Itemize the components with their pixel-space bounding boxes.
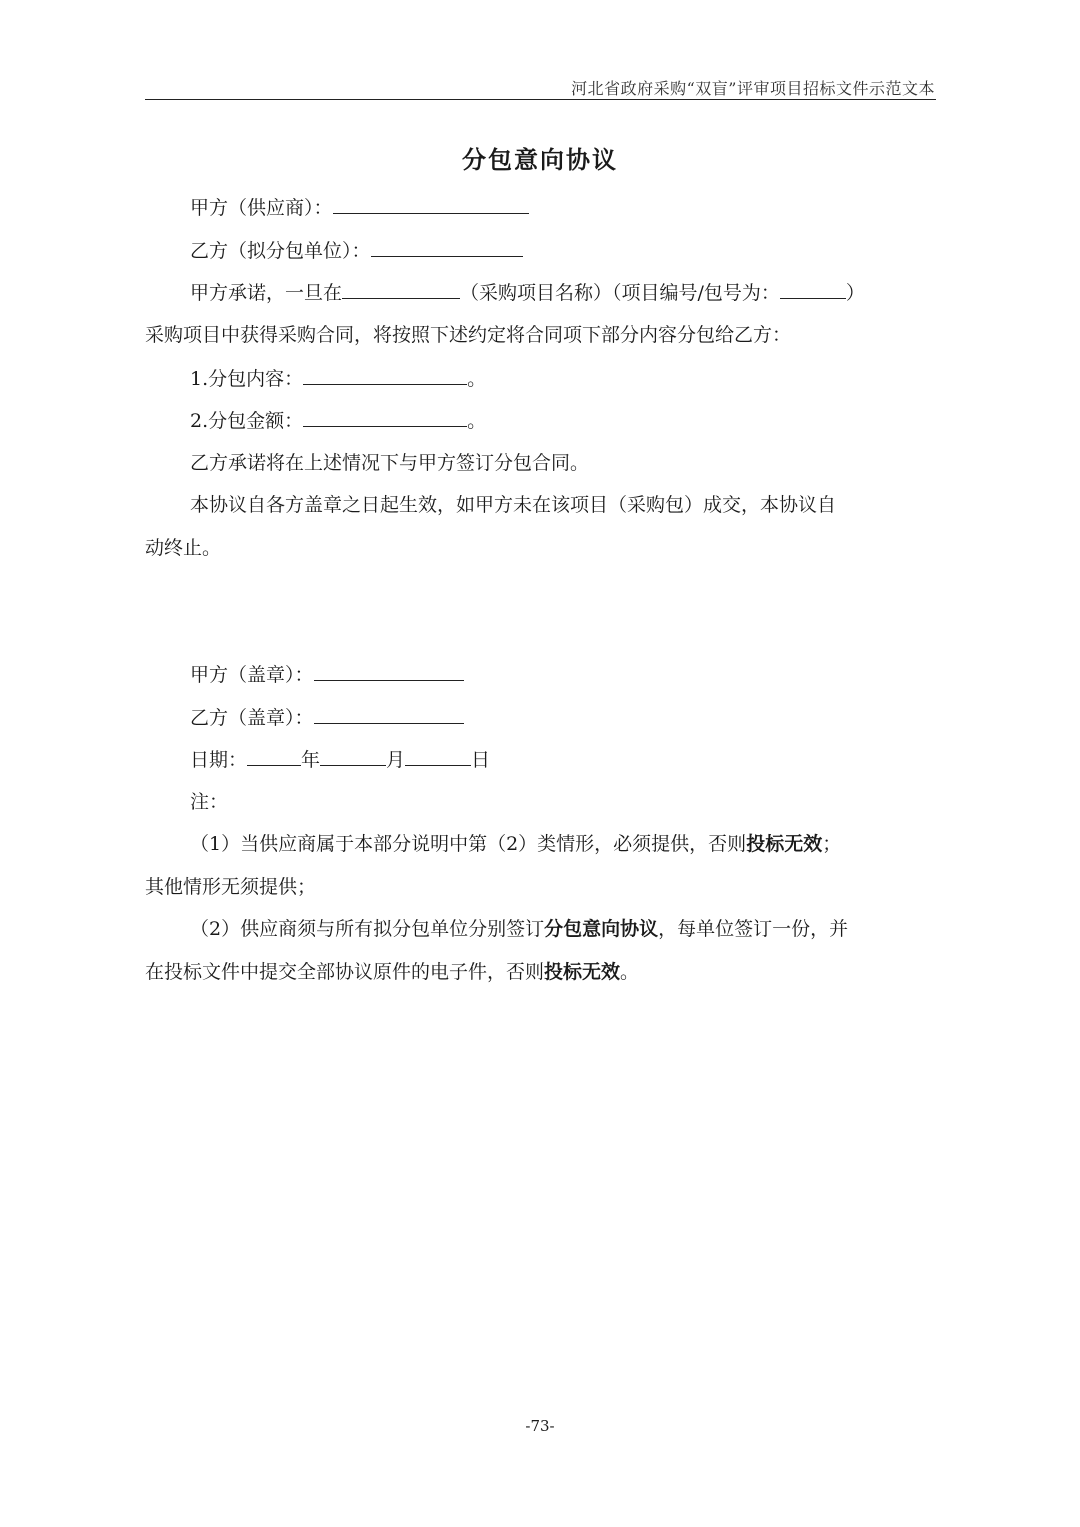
sign-a-blank: [314, 660, 464, 681]
promise-text-4: 采购项目中获得采购合同，将按照下述约定将合同项下部分内容分包给乙方：: [145, 324, 792, 346]
effect-line-1: [190, 491, 836, 519]
header-rule: [145, 99, 936, 100]
note-2-text-b: ，每单位签订一份，并: [658, 918, 849, 940]
note-label-line: [190, 788, 228, 816]
date-line: [190, 745, 490, 774]
month-label: 月: [386, 749, 406, 771]
day-label: 日: [471, 749, 491, 771]
b-promise-line: [190, 449, 589, 477]
b-promise-text: 乙方承诺将在上述情况下与甲方签订分包合同。: [190, 452, 590, 474]
day-blank: [405, 745, 471, 766]
promise-text-2: （采购项目名称）（项目编号/包号为：: [460, 282, 780, 304]
note-2-line-2: [145, 958, 639, 986]
project-name-blank: [342, 278, 460, 299]
party-a-blank: [333, 193, 529, 214]
note-2-bold-2: 投标无效: [544, 961, 621, 983]
party-a-label: 甲方（供应商）：: [190, 197, 333, 219]
effect-text-1: 本协议自各方盖章之日起生效，如甲方未在该项目（采购包）成交，本协议自: [190, 494, 837, 516]
note-2-text-a: （2）供应商须与所有拟分包单位分别签订: [190, 918, 545, 940]
note-2-text-d: 。: [620, 961, 640, 983]
page-number: -73-: [525, 1417, 555, 1435]
note-1-bold: 投标无效: [746, 833, 823, 855]
note-1-line-1: [190, 830, 841, 858]
note-2-line-1: [190, 915, 848, 943]
note-label: 注：: [190, 791, 229, 813]
sign-b-label: 乙方（盖章）：: [190, 707, 314, 729]
sign-b-blank: [314, 703, 464, 724]
item-2-end: 。: [467, 410, 487, 432]
party-b-label: 乙方（拟分包单位）：: [190, 240, 371, 262]
year-label: 年: [301, 749, 321, 771]
effect-line-2: [145, 534, 221, 562]
item-1-label: 1.分包内容：: [190, 368, 304, 390]
effect-text-2: 动终止。: [145, 537, 222, 559]
promise-text-1: 甲方承诺，一旦在: [190, 282, 343, 304]
sign-a-label: 甲方（盖章）：: [190, 664, 314, 686]
item-1-line: [190, 364, 486, 393]
note-2-bold-1: 分包意向协议: [544, 918, 659, 940]
month-blank: [320, 745, 386, 766]
item-2-line: [190, 406, 486, 435]
promise-line-2: [145, 321, 791, 349]
sign-a-line: [190, 660, 464, 689]
note-1-line-2: [145, 873, 316, 901]
document-title: 分包意向协议: [462, 145, 618, 174]
document-header: 河北省政府采购“双盲”评审项目招标文件示范文本: [571, 79, 935, 98]
item-1-blank: [303, 364, 467, 385]
sign-b-line: [190, 703, 464, 732]
party-b-line: [190, 236, 523, 265]
party-b-blank: [371, 236, 523, 257]
item-2-label: 2.分包金额：: [190, 410, 304, 432]
date-label: 日期：: [190, 749, 248, 771]
item-2-blank: [303, 406, 467, 427]
year-blank: [247, 745, 301, 766]
note-1-text-b: ；: [822, 833, 842, 855]
project-number-blank: [780, 278, 846, 299]
note-1-text-a: （1）当供应商属于本部分说明中第（2）类情形，必须提供，否则: [190, 833, 747, 855]
promise-text-3: ）: [845, 282, 865, 304]
note-1-text-c: 其他情形无须提供；: [145, 876, 317, 898]
item-1-end: 。: [467, 368, 487, 390]
note-2-text-c: 在投标文件中提交全部协议原件的电子件，否则: [145, 961, 545, 983]
party-a-line: [190, 193, 529, 222]
promise-line-1: [190, 278, 865, 307]
